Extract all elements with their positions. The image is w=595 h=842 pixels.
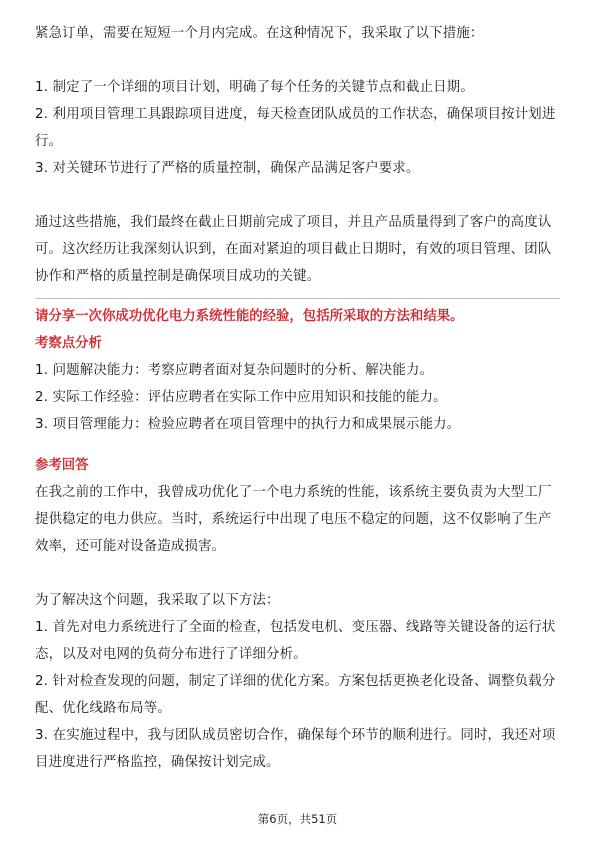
measure-item: 3. 对关键环节进行了严格的质量控制，确保产品满足客户要求。 (35, 161, 420, 176)
analysis-item: 1. 问题解决能力：考察应聘者面对复杂问题时的分析、解决能力。 (35, 363, 434, 378)
analysis-item: 3. 项目管理能力：检验应聘者在项目管理中的执行力和成果展示能力。 (35, 417, 461, 432)
document-page (35, 20, 560, 776)
answer-paragraph: 在我之前的工作中，我曾成功优化了一个电力系统的性能，该系统主要负责为大型工厂提供稳定的电力供应。当时，系统运行中出现了电压不稳定的问题，这不仅影响了生产效率，还可能对设备造成损害。 (35, 485, 552, 554)
answer-lead: 为了解决这个问题，我采取了以下方法： (35, 593, 280, 608)
answer-step: 3. 在实施过程中，我与团队成员密切合作，确保每个环节的顺利进行。同时，我还对项目进度进行严格监控，确保按计划完成。 (35, 728, 556, 770)
spacer (35, 47, 560, 74)
spacer (35, 560, 560, 587)
conclusion-paragraph: 通过这些措施，我们最终在截止日期前完成了项目，并且产品质量得到了客户的高度认可。这次经历让我深刻认识到，在面对紧迫的项目截止日期时，有效的项目管理、团队协作和严格的质量控制是确保项目成功的关键。 (35, 215, 552, 284)
section-divider (35, 298, 560, 299)
spacer (35, 182, 560, 209)
measure-item: 2. 利用项目管理工具跟踪项目进度，每天检查团队成员的工作状态，确保项目按计划进行。 (35, 107, 556, 149)
answer-step: 2. 针对检查发现的问题，制定了详细的优化方案。方案包括更换老化设备、调整负载分配、优化线路布局等。 (35, 674, 556, 716)
page-number: 第6页，共51页 (257, 812, 338, 826)
measure-item: 1. 制定了一个详细的项目计划，明确了每个任务的关键节点和截止日期。 (35, 80, 474, 95)
analysis-item: 2. 实际工作经验：评估应聘者在实际工作中应用知识和技能的能力。 (35, 390, 447, 405)
answer-title: 参考回答 (35, 458, 89, 473)
interview-question: 请分享一次你成功优化电力系统性能的经验，包括所采取的方法和结果。 (35, 309, 464, 324)
answer-step: 1. 首先对电力系统进行了全面的检查，包括发电机、变压器、线路等关键设备的运行状态，以及对电网的负荷分布进行了详细分析。 (35, 620, 556, 662)
intro-line: 紧急订单，需要在短短一个月内完成。在这种情况下，我采取了以下措施： (35, 26, 484, 41)
analysis-title: 考察点分析 (35, 336, 102, 351)
spacer (35, 438, 560, 452)
